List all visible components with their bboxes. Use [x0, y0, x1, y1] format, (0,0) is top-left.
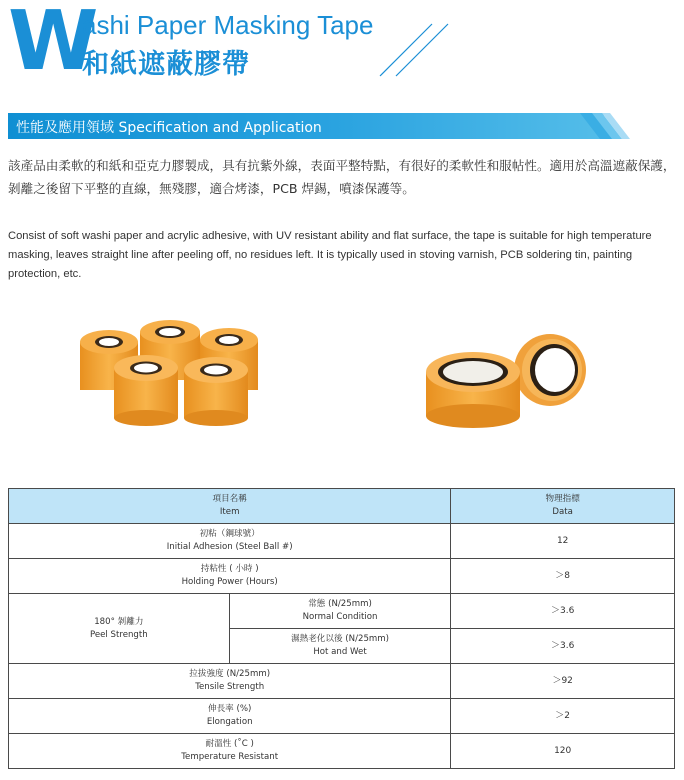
page-title-english: ashi Paper Masking Tape: [82, 10, 374, 40]
value-cell: ＞2: [451, 699, 675, 734]
page-title-chinese: 和紙遮蔽膠帶: [82, 49, 250, 80]
item-cell: 持粘性 ( 小時 ) Holding Power (Hours): [9, 559, 451, 594]
table-row: [9, 559, 675, 594]
header-item-cell: 項目名稱 Item: [9, 489, 451, 524]
item-cell: 耐溫性 (˚C ) Temperature Resistant: [9, 734, 451, 769]
peel-strength-cell: 180° 剝離力 Peel Strength: [9, 594, 230, 664]
value-cell: 12: [451, 524, 675, 559]
section-title: 性能及應用領域 Specification and Application: [16, 120, 322, 136]
item-cell: 拉拔強度 (N/25mm) Tensile Strength: [9, 664, 451, 699]
item-cell: 伸長率 (%) Elongation: [9, 699, 451, 734]
peel-hot-wet-cell: 濕熱老化以後 (N/25mm) Hot and Wet: [229, 629, 451, 664]
table-header-row: [9, 489, 675, 524]
section-header-bar: [8, 113, 604, 139]
table-row: [9, 524, 675, 559]
product-image-tape-rolls-group: [76, 318, 262, 426]
section-stripes-decoration: [580, 108, 636, 142]
description-english: Consist of soft washi paper and acrylic adhesive, with UV resistant ability and flat surface, the tape is suitable for high temperature masking, leaves straight line after peeling off, no residues left. It is typically used in stoving varnish, PCB soldering tin, painting protection, etc.: [8, 230, 652, 280]
table-row: [9, 664, 675, 699]
product-image-tape-rolls-pair: [422, 322, 598, 428]
value-cell: ＞3.6: [451, 594, 675, 629]
decorative-slash-lines: [376, 14, 456, 80]
table-row: [9, 699, 675, 734]
specification-table: [8, 488, 675, 769]
table-row: [9, 734, 675, 769]
peel-normal-condition-cell: 常態 (N/25mm) Normal Condition: [229, 594, 451, 629]
logo-letter-w: W: [8, 0, 95, 89]
value-cell: ＞92: [451, 664, 675, 699]
header-data-cell: 物理指標 Data: [451, 489, 675, 524]
value-cell: ＞8: [451, 559, 675, 594]
value-cell: ＞3.6: [451, 629, 675, 664]
description-chinese: 該產品由柔軟的和紙和亞克力膠製成，具有抗紫外線，表面平整特點，有很好的柔軟性和服帖性。適用於高溫遮蔽保護，剝離之後留下平整的直線，無殘膠，適合烤漆，PCB 焊錫，噴漆保護等。: [8, 158, 676, 196]
item-cell: 初粘（鋼球號） Initial Adhesion (Steel Ball #): [9, 524, 451, 559]
value-cell: 120: [451, 734, 675, 769]
table-row: [9, 594, 675, 629]
